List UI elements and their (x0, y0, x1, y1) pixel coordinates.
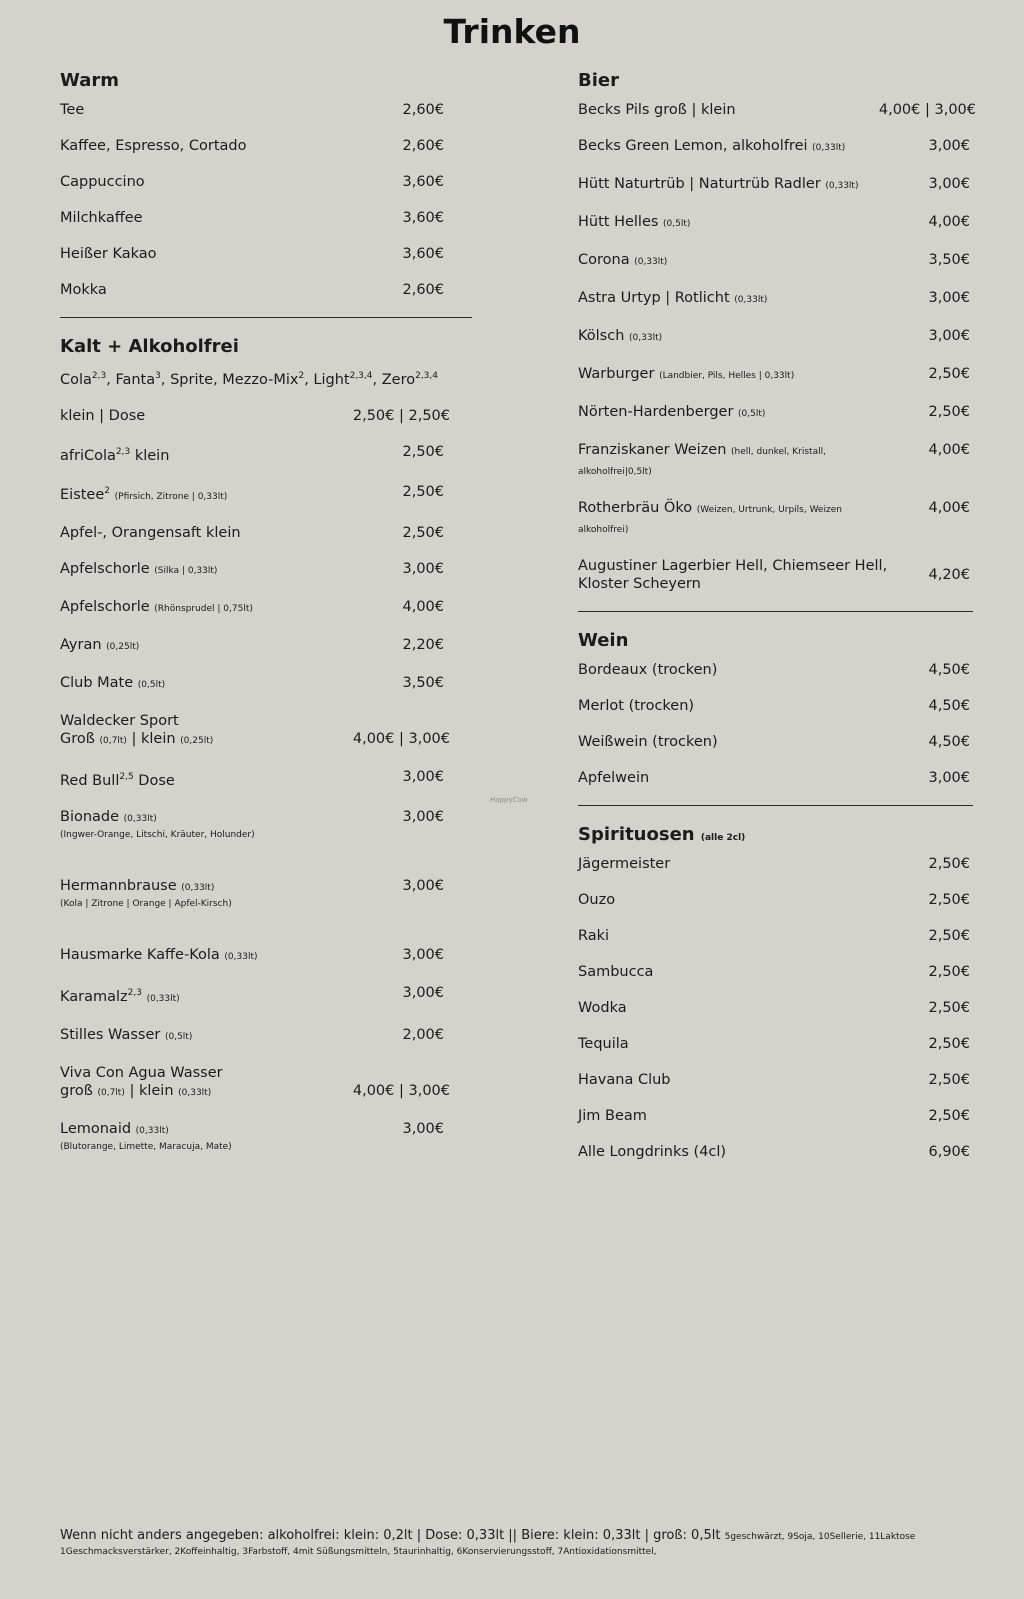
item-name: Nörten-Hardenberger (578, 404, 734, 420)
section-title-kalt: Kalt + Alkoholfrei (60, 336, 239, 357)
menu-item-africola (60, 443, 472, 465)
item-price: 2,50€ | 2,50€ (352, 407, 450, 424)
item-price: 4,00€ (928, 500, 970, 516)
item-price: 2,60€ (402, 282, 444, 298)
menu-item-spirit-7 (578, 1107, 998, 1125)
menu-item-klein-dose (60, 407, 472, 425)
allergen-sup: 2,3 (115, 446, 131, 457)
watermark: HappyCow (490, 796, 528, 804)
item-name: Cappuccino (60, 174, 145, 190)
menu-item-spirit-8 (578, 1143, 998, 1161)
item-price: 4,00€ (402, 599, 444, 616)
item-name: Viva Con Agua Wasser (60, 1065, 223, 1082)
cola-line (60, 367, 472, 389)
item-detail: (Pfirsich, Zitrone | 0,33lt) (114, 492, 228, 503)
menu-item-bier-8 (578, 403, 998, 423)
item-name: Apfelschorle (60, 561, 150, 578)
menu-item-warm-0 (60, 101, 472, 119)
menu-item-wein-0 (578, 661, 998, 679)
menu-item-bier-7 (578, 365, 998, 385)
menu-item-viva-con-agua (60, 1064, 472, 1102)
item-name: Becks Green Lemon, alkoholfrei (578, 138, 808, 154)
item-detail-2: (0,25lt) (180, 736, 214, 747)
section-note: (alle 2cl) (700, 833, 746, 843)
item-name: Merlot (trocken) (578, 698, 695, 714)
footer-line-1-text: Wenn nicht anders angegeben: alkoholfrei: klein: 0,2lt | Dose: 0,33lt || Biere: klein: 0,33lt | groß: 0,5lt (60, 1528, 721, 1543)
item-price: 3,00€ (402, 878, 444, 895)
menu-item-clubmate (60, 674, 472, 694)
menu-item-spirit-1 (578, 891, 998, 909)
item-sub: (Kola | Zitrone | Orange | Apfel-Kirsch) (60, 899, 232, 910)
item-detail: (0,33lt) (734, 295, 768, 305)
menu-item-ayran (60, 636, 472, 656)
item-price: 3,00€ (928, 138, 970, 154)
item-name: Corona (578, 252, 630, 268)
item-name-line2: groß (60, 1083, 93, 1100)
item-detail: (0,33lt) (181, 883, 215, 894)
footer-line-1-tail: 5geschwärzt, 9Soja, 10Sellerie, 11Laktose (724, 1532, 916, 1542)
menu-item-spirit-5 (578, 1035, 998, 1053)
item-detail: (0,5lt) (738, 409, 766, 419)
item-price: 2,00€ (402, 1027, 444, 1044)
menu-item-bier-1 (578, 137, 998, 157)
divider (578, 611, 973, 612)
item-price: 4,00€ (928, 442, 970, 458)
menu-item-bier-6 (578, 327, 998, 347)
item-name: klein | Dose (60, 407, 146, 424)
item-detail: (0,33lt) (825, 181, 859, 191)
item-name: Karamalz (60, 989, 128, 1006)
item-price: 4,00€ (928, 214, 970, 230)
item-price: 2,50€ (928, 1036, 970, 1052)
item-price: 2,50€ (928, 964, 970, 980)
item-price: 3,60€ (402, 210, 444, 226)
item-detail: (0,33lt) (123, 814, 157, 825)
menu-item-apfelschorle-silka (60, 560, 472, 580)
item-price: 4,00€ | 3,00€ (352, 1083, 450, 1100)
item-name: Ouzo (578, 892, 616, 908)
item-price: 2,50€ (928, 928, 970, 944)
item-name: Havana Club (578, 1072, 671, 1088)
menu-item-spirit-2 (578, 927, 998, 945)
item-name: Rotherbräu Öko (578, 500, 693, 516)
item-detail: (0,33lt) (146, 994, 180, 1005)
section-title-bier: Bier (578, 70, 619, 91)
item-name-line2: Groß (60, 731, 95, 748)
item-name-line2: Kloster Scheyern (578, 576, 701, 592)
allergen-sup: 2,5 (119, 772, 134, 783)
allergen-sup: 2,3 (91, 371, 107, 381)
section-title-warm: Warm (60, 70, 119, 91)
menu-item-apfelsaft (60, 524, 472, 542)
item-name: Stilles Wasser (60, 1027, 161, 1044)
item-price: 2,60€ (402, 102, 444, 118)
item-price: 2,50€ (928, 1000, 970, 1016)
allergen-sup: 2,3,4 (349, 371, 373, 381)
item-detail: (0,33lt) (135, 1126, 169, 1137)
menu-item-wein-2 (578, 733, 998, 751)
menu-item-warm-5 (60, 281, 472, 299)
item-detail: (Silka | 0,33lt) (154, 566, 218, 577)
item-name: Becks Pils groß | klein (578, 102, 736, 118)
item-name: Hermannbrause (60, 878, 177, 895)
wein-list (578, 661, 998, 787)
item-name: Raki (578, 928, 610, 944)
item-price: 2,20€ (402, 637, 444, 654)
item-detail: (Landbier, Pils, Helles | 0,33lt) (659, 371, 795, 381)
footer (60, 1527, 1010, 1558)
item-name: Tequila (578, 1036, 629, 1052)
item-price: 3,00€ (928, 290, 970, 306)
item-detail: (0,25lt) (106, 642, 140, 653)
item-price: 3,00€ (928, 770, 970, 786)
menu-item-bier-10 (578, 499, 998, 539)
allergen-sup: 2 (298, 371, 305, 381)
item-name: Hausmarke Kaffe-Kola (60, 947, 220, 964)
item-price: 3,00€ (402, 769, 444, 786)
item-detail: (0,5lt) (137, 680, 166, 691)
item-name: Bionade (60, 809, 120, 826)
item-price: 6,90€ (928, 1144, 970, 1160)
item-name: Astra Urtyp | Rotlicht (578, 290, 730, 306)
item-name: Mokka (60, 282, 107, 298)
spirituosen-list (578, 855, 998, 1161)
menu-item-bier-0 (578, 101, 998, 119)
menu-item-wein-1 (578, 697, 998, 715)
item-name: Ayran (60, 637, 102, 654)
bier-list (578, 101, 998, 539)
allergen-sup: 3 (155, 371, 161, 381)
item-name: Kaffee, Espresso, Cortado (60, 138, 247, 154)
item-name: Red Bull (60, 773, 120, 790)
allergen-sup: 2,3,4 (415, 371, 438, 381)
item-detail: (0,33lt) (634, 257, 668, 267)
menu-item-lemonaid (60, 1120, 472, 1171)
footer-line-2: 1Geschmacksverstärker, 2Koffeinhaltig, 3Farbstoff, 4mit Süßungsmitteln, 5taurinhaltig, 6Konservierungsstoff, 7Antioxidationsmittel, (60, 1547, 657, 1557)
menu-item-spirit-6 (578, 1071, 998, 1089)
item-name: Milchkaffee (60, 210, 143, 226)
item-name: Augustiner Lagerbier Hell, Chiemseer Hell, (578, 558, 888, 574)
allergen-sup: 2 (104, 486, 111, 497)
item-name: Kölsch (578, 328, 625, 344)
menu-item-wein-3 (578, 769, 998, 787)
item-name: Bordeaux (trocken) (578, 662, 718, 678)
item-name: Alle Longdrinks (4cl) (578, 1144, 727, 1160)
item-sub: (Ingwer-Orange, Litschi, Kräuter, Holunder) (60, 830, 255, 841)
item-detail: (0,5lt) (663, 219, 691, 229)
item-name: Apfelschorle (60, 599, 150, 616)
menu-item-bier-9 (578, 441, 998, 481)
item-price: 2,50€ (928, 366, 970, 382)
item-price: 3,00€ (402, 985, 444, 1002)
menu-item-bier-3 (578, 213, 998, 233)
item-price: 2,50€ (928, 1072, 970, 1088)
item-name: Lemonaid (60, 1121, 132, 1138)
menu-item-augustiner (578, 557, 998, 593)
divider (60, 317, 472, 318)
menu-item-hermannbrause (60, 877, 472, 928)
menu-item-warm-2 (60, 173, 472, 191)
item-price: 2,50€ (402, 525, 444, 542)
item-price: 2,50€ (928, 1108, 970, 1124)
footer-line-1 (60, 1527, 1010, 1546)
item-name: Heißer Kakao (60, 246, 157, 262)
menu-item-bier-4 (578, 251, 998, 271)
section-title-spirituosen (578, 824, 998, 845)
cola-line-part: , Fanta (106, 371, 156, 388)
item-price: 4,20€ (928, 567, 970, 583)
item-name: Apfelwein (578, 770, 650, 786)
menu-item-stilles-wasser (60, 1026, 472, 1046)
item-name: Eistee (60, 487, 105, 504)
item-name-mid: | klein (124, 1083, 174, 1100)
cola-line-part: Cola (60, 371, 92, 388)
item-price: 4,00€ | 3,00€ (352, 731, 450, 748)
item-detail-2: (0,33lt) (178, 1088, 212, 1099)
item-name: Franziskaner Weizen (578, 442, 727, 458)
item-detail: (0,5lt) (164, 1032, 193, 1043)
menu-item-spirit-0 (578, 855, 998, 873)
cola-line-text (60, 372, 438, 388)
cola-line-part: , Zero (372, 371, 416, 388)
item-detail: (0,33lt) (629, 333, 663, 343)
item-name-mid: | klein (126, 731, 176, 748)
item-name: Tee (60, 102, 85, 118)
item-price: 3,00€ (928, 176, 970, 192)
menu-item-warm-3 (60, 209, 472, 227)
item-name: Club Mate (60, 675, 134, 692)
menu-item-spirit-3 (578, 963, 998, 981)
item-detail: (0,7lt) (99, 736, 127, 747)
item-name: Apfel-, Orangensaft klein (60, 525, 241, 542)
item-name: Waldecker Sport (60, 713, 179, 730)
item-name: Warburger (578, 366, 655, 382)
item-price: 3,60€ (402, 174, 444, 190)
item-price: 4,50€ (928, 662, 970, 678)
right-column (578, 66, 998, 1179)
item-price: 3,60€ (402, 246, 444, 262)
item-price: 4,00€ | 3,00€ (878, 102, 976, 118)
item-detail: (Rhönsprudel | 0,75lt) (154, 604, 253, 615)
allergen-sup: 2,3 (127, 988, 142, 999)
left-column (60, 66, 472, 1189)
item-name: Hütt Helles (578, 214, 659, 230)
item-sub: (Blutorange, Limette, Maracuja, Mate) (60, 1142, 232, 1153)
menu-item-bier-5 (578, 289, 998, 309)
item-detail: (hell, dunkel, Kristall, alkoholfrei|0,5lt) (578, 447, 826, 477)
menu-item-eistee (60, 483, 472, 507)
warm-list (60, 101, 472, 299)
item-price: 3,50€ (928, 252, 970, 268)
item-price: 3,00€ (402, 561, 444, 578)
item-price: 2,50€ (402, 483, 444, 500)
menu-item-warm-1 (60, 137, 472, 155)
item-name: Jägermeister (578, 856, 671, 872)
cola-line-part: , Light (304, 371, 350, 388)
item-name: afriCola (60, 447, 116, 464)
item-price: 3,00€ (402, 1121, 444, 1138)
item-name: Weißwein (trocken) (578, 734, 718, 750)
item-detail: (Weizen, Urtrunk, Urpils, Weizen alkoholfrei) (578, 505, 842, 535)
item-price: 3,00€ (402, 809, 444, 826)
item-price: 3,50€ (402, 675, 444, 692)
item-name-suffix: Dose (133, 773, 175, 790)
menu-item-bionade (60, 808, 472, 859)
item-name: Wodka (578, 1000, 627, 1016)
menu-item-redbull (60, 768, 472, 790)
item-price: 2,50€ (928, 892, 970, 908)
page-title: Trinken (443, 12, 581, 51)
item-price: 4,50€ (928, 734, 970, 750)
item-price: 3,00€ (402, 947, 444, 964)
divider (578, 805, 973, 806)
item-price: 3,00€ (928, 328, 970, 344)
section-title-wein: Wein (578, 630, 629, 651)
menu-item-apfelschorle-rhoen (60, 598, 472, 618)
item-detail: (0,7lt) (97, 1088, 125, 1099)
menu-item-warm-4 (60, 245, 472, 263)
item-name: Jim Beam (578, 1108, 647, 1124)
item-price: 2,50€ (928, 404, 970, 420)
item-price: 2,50€ (402, 443, 444, 460)
item-detail: (0,33lt) (224, 952, 258, 963)
item-price: 2,50€ (928, 856, 970, 872)
menu-item-hausmarke (60, 946, 472, 966)
cola-line-part: , Sprite, Mezzo-Mix (160, 371, 299, 388)
item-name-suffix: klein (130, 447, 170, 464)
item-detail: (0,33lt) (812, 143, 846, 153)
menu-item-karamalz (60, 984, 472, 1008)
item-name: Hütt Naturtrüb | Naturtrüb Radler (578, 176, 821, 192)
menu-item-bier-2 (578, 175, 998, 195)
menu-item-spirit-4 (578, 999, 998, 1017)
item-price: 4,50€ (928, 698, 970, 714)
section-title-text: Spirituosen (578, 824, 695, 845)
item-price: 2,60€ (402, 138, 444, 154)
item-name: Sambucca (578, 964, 654, 980)
menu-item-waldecker (60, 712, 472, 750)
